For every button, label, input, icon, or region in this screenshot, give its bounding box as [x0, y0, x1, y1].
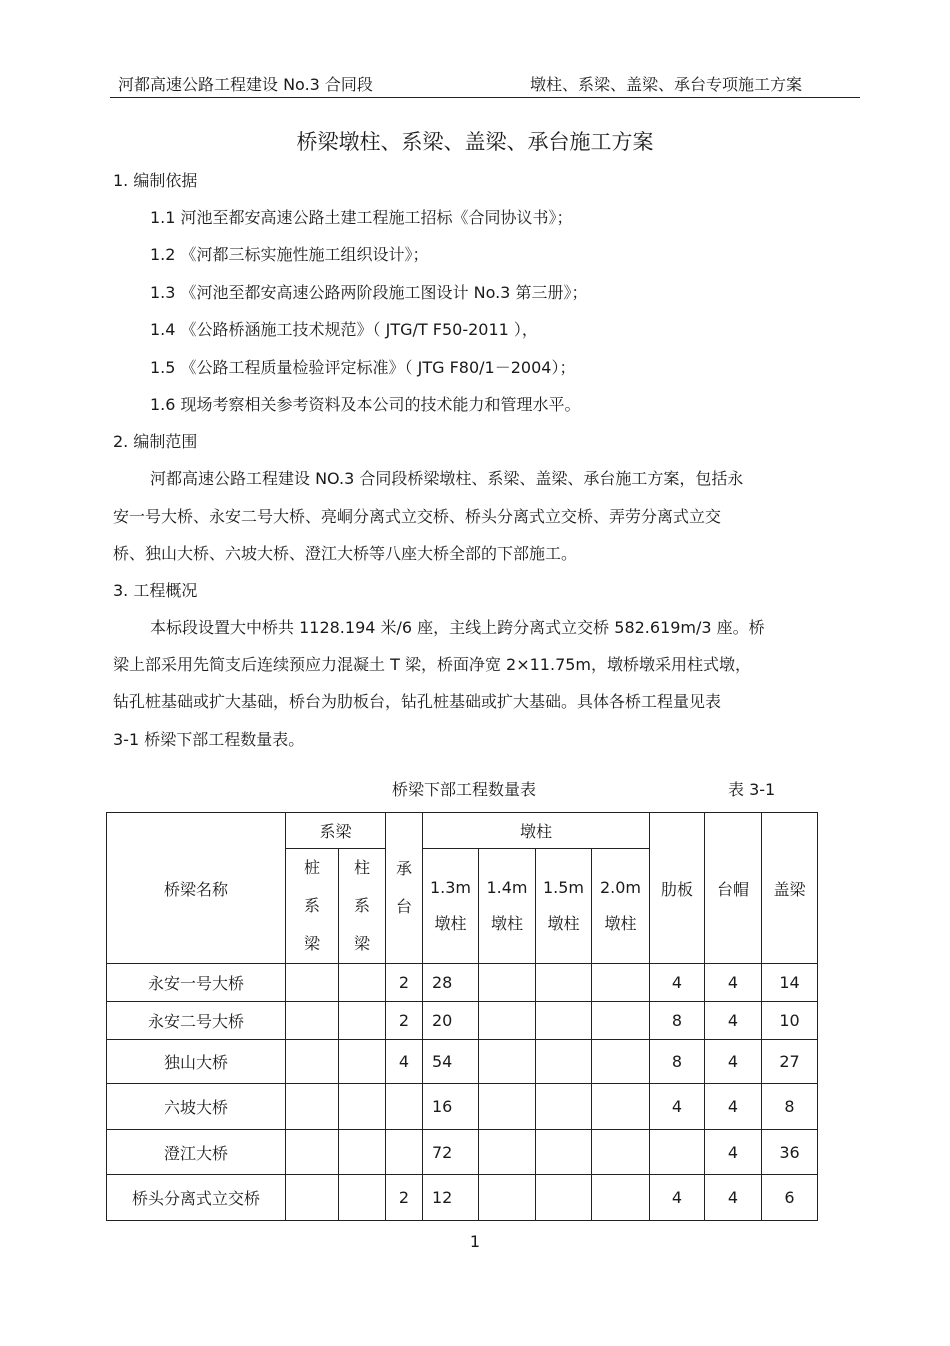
cell-pier-1-3m: 28 [423, 964, 479, 1002]
section-1-item: 1.2 《河都三标实施性施工组织设计》； [150, 245, 429, 264]
cell-cap-beam: 14 [762, 964, 818, 1002]
table-row [107, 1002, 818, 1040]
cell-cap: 4 [386, 1040, 423, 1084]
cell-pier-2-0m [592, 1084, 650, 1130]
table-row [107, 1084, 818, 1130]
cell-abutment-cap: 4 [705, 1084, 762, 1130]
cell-rib: 8 [650, 1002, 705, 1040]
cell-bridge-name: 六坡大桥 [107, 1084, 286, 1130]
cell-cap-beam: 36 [762, 1130, 818, 1175]
header-cap-beam: 盖梁 [762, 813, 818, 964]
header-pile-tie-beam: 桩系梁 [286, 849, 339, 964]
section-3-line: 本标段设置大中桥共 1128.194 米/6 座，主线上跨分离式立交桥 582.619m/3 座。桥 [150, 618, 765, 637]
cell-bridge-name: 澄江大桥 [107, 1130, 286, 1175]
table-caption: 桥梁下部工程数量表 [392, 780, 537, 799]
cell-rib: 4 [650, 1175, 705, 1221]
page-number: 1 [469, 1232, 481, 1251]
cell-pier-1-4m [479, 964, 536, 1002]
cell-pier-1-4m [479, 1002, 536, 1040]
header-abutment-cap: 台帽 [705, 813, 762, 964]
section-3-line: 3-1 桥梁下部工程数量表。 [113, 730, 305, 749]
cell-pier-1-3m: 54 [423, 1040, 479, 1084]
header-column-tie-beam: 柱系梁 [339, 849, 386, 964]
cell-pier-1-4m [479, 1175, 536, 1221]
header-bridge-name: 桥梁名称 [107, 813, 286, 964]
cell-pier-2-0m [592, 1130, 650, 1175]
cell-pier-1-3m: 20 [423, 1002, 479, 1040]
cell-pier-2-0m [592, 1040, 650, 1084]
section-1-item: 1.6 现场考察相关参考资料及本公司的技术能力和管理水平。 [150, 395, 581, 414]
cell-cap-beam: 10 [762, 1002, 818, 1040]
cell-cap [386, 1084, 423, 1130]
section-1-item: 1.3 《河池至都安高速公路两阶段施工图设计 No.3 第三册》； [150, 283, 588, 302]
cell-column-tie [339, 964, 386, 1002]
cell-column-tie [339, 1002, 386, 1040]
table-row [107, 1175, 818, 1221]
cell-bridge-name: 桥头分离式立交桥 [107, 1175, 286, 1221]
cell-bridge-name: 永安一号大桥 [107, 964, 286, 1002]
cell-pier-1-4m [479, 1040, 536, 1084]
cell-abutment-cap: 4 [705, 1002, 762, 1040]
header-pier-2-0m: 2.0m 墩柱 [592, 849, 650, 964]
cell-column-tie [339, 1040, 386, 1084]
header-pier-1-4m: 1.4m 墩柱 [479, 849, 536, 964]
cell-pier-1-3m: 12 [423, 1175, 479, 1221]
table-number: 表 3-1 [728, 780, 776, 799]
cell-pile-tie [286, 1130, 339, 1175]
table-row [107, 964, 818, 1002]
header-pier-1-3m: 1.3m 墩柱 [423, 849, 479, 964]
cell-pier-2-0m [592, 964, 650, 1002]
cell-pile-tie [286, 964, 339, 1002]
cell-pier-1-3m: 16 [423, 1084, 479, 1130]
cell-abutment-cap: 4 [705, 1040, 762, 1084]
cell-pier-2-0m [592, 1002, 650, 1040]
cell-pier-1-5m [536, 1175, 592, 1221]
cell-pier-1-5m [536, 1040, 592, 1084]
section-3-line: 钻孔桩基础或扩大基础，桥台为肋板台，钻孔桩基础或扩大基础。具体各桥工程量见表 [113, 692, 722, 711]
cell-abutment-cap: 4 [705, 1130, 762, 1175]
table-row [107, 1040, 818, 1084]
section-2-line: 安一号大桥、永安二号大桥、亮峒分离式立交桥、桥头分离式立交桥、弄劳分离式立交 [113, 507, 722, 526]
quantity-table [106, 812, 818, 1221]
cell-cap-beam: 6 [762, 1175, 818, 1221]
table-row [107, 1130, 818, 1175]
section-1-item: 1.1 河池至都安高速公路土建工程施工招标《合同协议书》； [150, 208, 573, 227]
cell-pier-1-5m [536, 1084, 592, 1130]
section-3-heading: 3. 工程概况 [113, 581, 198, 600]
document-title: 桥梁墩柱、系梁、盖梁、承台施工方案 [296, 130, 654, 154]
section-2-line: 河都高速公路工程建设 NO.3 合同段桥梁墩柱、系梁、盖梁、承台施工方案，包括永 [150, 469, 744, 488]
cell-cap-beam: 8 [762, 1084, 818, 1130]
cell-rib: 8 [650, 1040, 705, 1084]
cell-rib: 4 [650, 964, 705, 1002]
header-pier-1-5m: 1.5m 墩柱 [536, 849, 592, 964]
header-left: 河都高速公路工程建设 No.3 合同段 [118, 75, 373, 94]
cell-column-tie [339, 1175, 386, 1221]
section-3-line: 梁上部采用先简支后连续预应力混凝土 T 梁，桥面净宽 2×11.75m，墩桥墩采用柱式墩， [113, 655, 752, 674]
section-1-heading: 1. 编制依据 [113, 171, 198, 190]
cell-bridge-name: 独山大桥 [107, 1040, 286, 1084]
header-right: 墩柱、系梁、盖梁、承台专项施工方案 [530, 75, 803, 94]
cell-abutment-cap: 4 [705, 964, 762, 1002]
section-2-line: 桥、独山大桥、六坡大桥、澄江大桥等八座大桥全部的下部施工。 [113, 544, 578, 563]
cell-pier-1-4m [479, 1084, 536, 1130]
cell-rib: 4 [650, 1084, 705, 1130]
header-tie-beam: 系梁 [286, 813, 386, 849]
cell-pier-1-3m: 72 [423, 1130, 479, 1175]
cell-pile-tie [286, 1040, 339, 1084]
cell-pier-1-5m [536, 1130, 592, 1175]
section-1-item: 1.4 《公路桥涵施工技术规范》（ JTG/T F50-2011 ）， [150, 320, 538, 339]
cell-pier-1-4m [479, 1130, 536, 1175]
section-2-heading: 2. 编制范围 [113, 432, 198, 451]
header-rule [110, 97, 860, 98]
cell-cap: 2 [386, 1002, 423, 1040]
cell-abutment-cap: 4 [705, 1175, 762, 1221]
cell-pile-tie [286, 1084, 339, 1130]
cell-pile-tie [286, 1175, 339, 1221]
cell-cap [386, 1130, 423, 1175]
header-cap: 承台 [386, 813, 423, 964]
header-pier: 墩柱 [423, 813, 650, 849]
cell-pier-2-0m [592, 1175, 650, 1221]
cell-pier-1-5m [536, 1002, 592, 1040]
cell-column-tie [339, 1084, 386, 1130]
cell-cap: 2 [386, 1175, 423, 1221]
header-rib: 肋板 [650, 813, 705, 964]
cell-cap: 2 [386, 964, 423, 1002]
cell-rib [650, 1130, 705, 1175]
cell-bridge-name: 永安二号大桥 [107, 1002, 286, 1040]
section-1-item: 1.5 《公路工程质量检验评定标准》（ JTG F80/1－2004）； [150, 358, 576, 377]
cell-pier-1-5m [536, 964, 592, 1002]
cell-pile-tie [286, 1002, 339, 1040]
cell-column-tie [339, 1130, 386, 1175]
cell-cap-beam: 27 [762, 1040, 818, 1084]
